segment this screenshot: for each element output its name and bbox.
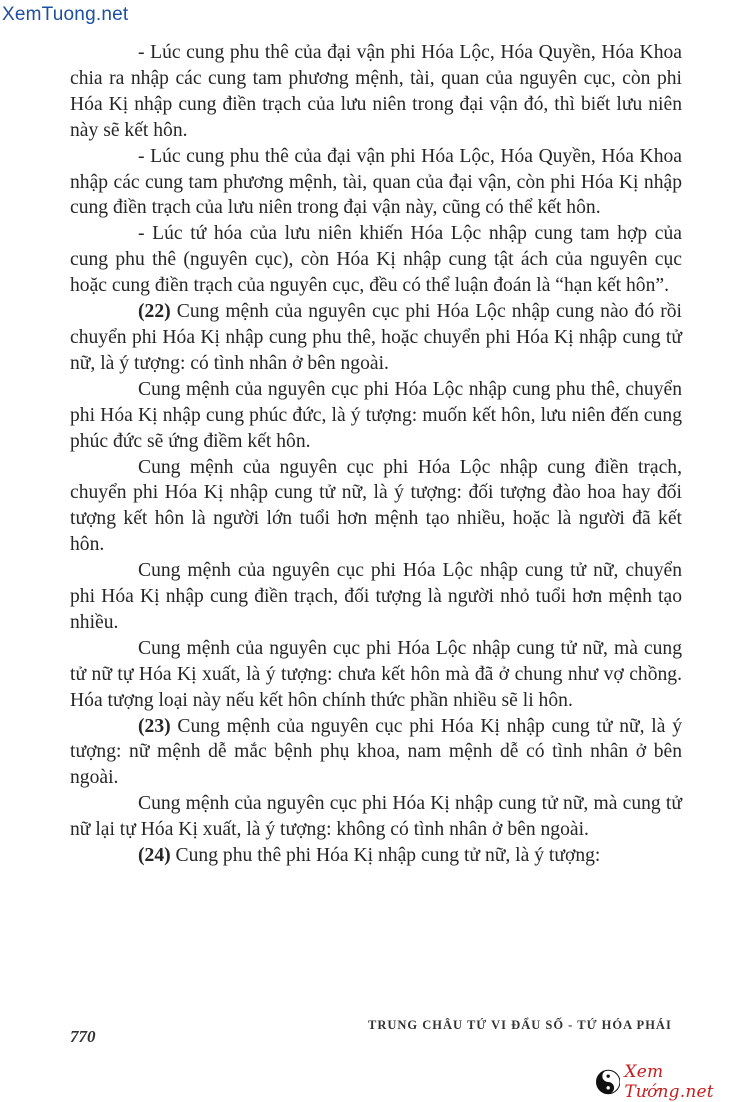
paragraph-text: Cung mệnh của nguyên cục phi Hóa Kị nhập cung tử nữ, mà cung tử nữ lại tự Hóa Kị xuất, là ý tượng: không có tình nhân ở bên ngoài.	[70, 793, 682, 841]
paragraph-text: Cung mệnh của nguyên cục phi Hóa Kị nhập cung tử nữ, là ý tượng: nữ mệnh dễ mắc bệnh phụ khoa, nam mệnh dễ có tình nhân ở bên ngoài.	[70, 715, 682, 789]
paragraph-text: Cung phu thê phi Hóa Kị nhập cung tử nữ, là ý tượng:	[170, 845, 601, 867]
paragraph	[70, 221, 682, 299]
logo-text: Xem Tướng.net	[624, 1062, 714, 1102]
paragraph	[70, 455, 682, 559]
paragraph	[70, 714, 682, 792]
paragraph	[70, 299, 682, 377]
item-number: (23)	[138, 715, 171, 737]
paragraph	[70, 144, 682, 222]
paragraph-text: Cung mệnh của nguyên cục phi Hóa Lộc nhập cung nào đó rồi chuyển phi Hóa Kị nhập cung phu thê, hoặc chuyển phi Hóa Kị nhập cung tử nữ, là ý tượng: có tình nhân ở bên ngoài.	[70, 301, 682, 374]
paragraph-text: - Lúc tứ hóa của lưu niên khiến Hóa Lộc nhập cung tam hợp của cung phu thê (nguyên cục), còn Hóa Kị nhập cung tật ách của nguyên cục hoặc cung điền trạch của nguyên cục, đều có thể luận đoán là “hạn kết hôn”.	[70, 223, 682, 297]
running-footer-title: TRUNG CHÂU TỨ VI ĐẨU SỐ - TỨ HÓA PHÁI	[368, 1018, 672, 1032]
paragraph-text: Cung mệnh của nguyên cục phi Hóa Lộc nhập cung tử nữ, chuyển phi Hóa Kị nhập cung điền trạch, đối tượng là người nhỏ tuổi hơn mệnh tạo nhiều.	[70, 560, 682, 633]
item-number: (22)	[138, 301, 171, 323]
paragraph-text: Cung mệnh của nguyên cục phi Hóa Lộc nhập cung điền trạch, chuyển phi Hóa Kị nhập cung tử nữ, là ý tượng: đối tượng đào hoa hay đối tượng kết hôn là người lớn tuổi hơn mệnh tạo nhiều, hoặc là người đã kết hôn.	[70, 456, 682, 556]
paragraph	[70, 636, 682, 714]
paragraph	[70, 558, 682, 636]
paragraph-text: - Lúc cung phu thê của đại vận phi Hóa Lộc, Hóa Quyền, Hóa Khoa chia ra nhập các cung tam phương mệnh, tài, quan của nguyên cục, còn phi Hóa Kị nhập cung điền trạch của lưu niên trong đại vận đó, thì biết lưu niên này sẽ kết hôn.	[70, 42, 682, 141]
paragraph	[70, 40, 682, 144]
page-body	[70, 40, 682, 869]
paragraph-text: - Lúc cung phu thê của đại vận phi Hóa Lộc, Hóa Quyền, Hóa Khoa nhập các cung tam phương mệnh, tài, quan của đại vận, còn phi Hóa Kị nhập cung điền trạch của lưu niên trong đại vận này, cũng có thể kết hôn.	[70, 145, 682, 219]
paragraph	[70, 791, 682, 843]
paragraph	[70, 377, 682, 455]
paragraph-text: Cung mệnh của nguyên cục phi Hóa Lộc nhập cung tử nữ, mà cung tử nữ tự Hóa Kị xuất, là ý tượng: chưa kết hôn mà đã ở chung như vợ chồng. Hóa tượng loại này nếu kết hôn chính thức phần nhiều sẽ li hôn.	[70, 637, 682, 711]
page-number: 770	[70, 1027, 96, 1046]
item-number: (24)	[138, 845, 171, 867]
yin-yang-icon	[596, 1069, 620, 1095]
site-watermark: XemTuong.net	[2, 4, 129, 25]
site-logo	[596, 1062, 750, 1102]
paragraph	[70, 843, 682, 869]
paragraph-text: Cung mệnh của nguyên cục phi Hóa Lộc nhập cung phu thê, chuyển phi Hóa Kị nhập cung phúc đức, là ý tượng: muốn kết hôn, lưu niên đến cung phúc đức sẽ ứng điềm kết hôn.	[70, 378, 682, 452]
